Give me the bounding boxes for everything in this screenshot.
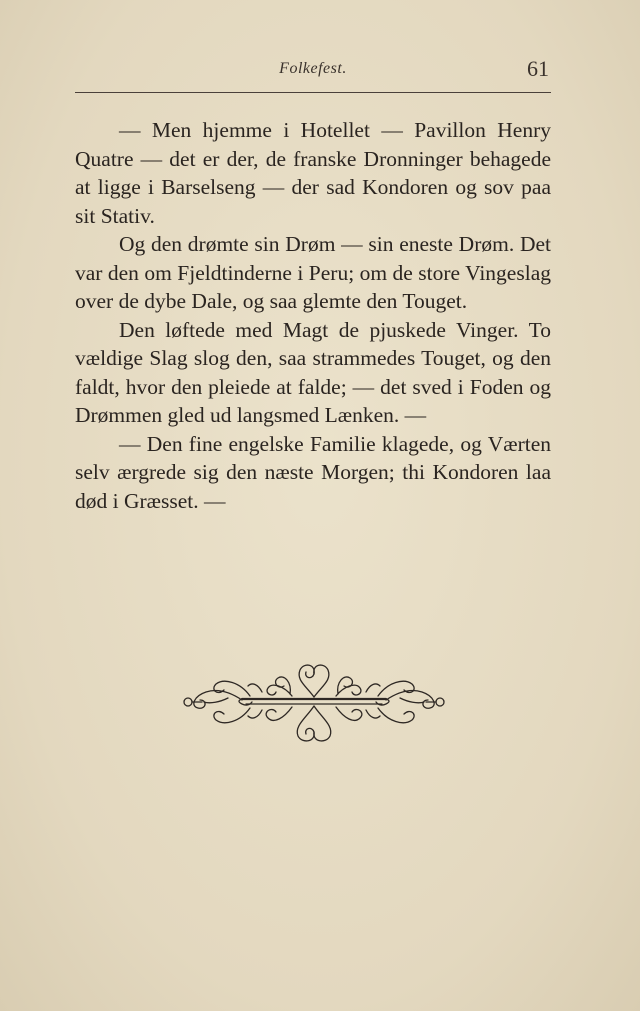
running-title: Folkefest. (279, 60, 347, 77)
scroll-flourish-ornament-icon (180, 652, 448, 748)
paragraph: — Den fine engelske Familie klagede, og Værten selv ærgrede sig den næste Morgen; thi Kondoren laa død i Græsset. — (75, 431, 551, 513)
body-text (75, 116, 551, 515)
running-head (75, 56, 551, 86)
page-number: 61 (527, 56, 549, 81)
header-rule (75, 92, 551, 93)
paragraph: — Men hjemme i Hotellet — Pavillon Henry Quatre — det er der, de franske Dronninger behagede at ligge i Barselseng — der sad Kondoren og sov paa sit Stativ. (75, 118, 551, 228)
paragraph: Den løftede med Magt de pjuskede Vinger. To vældige Slag slog den, saa strammedes Touget, og den faldt, hvor den pleiede at falde; — det sved i Foden og Drømmen gled ud langsmed Lænken. — (75, 317, 551, 427)
paragraph: Og den drømte sin Drøm — sin eneste Drøm. Det var den om Fjeldtinderne i Peru; om de store Vingeslag over de dybe Dale, og saa glemte den Touget. (75, 232, 551, 313)
